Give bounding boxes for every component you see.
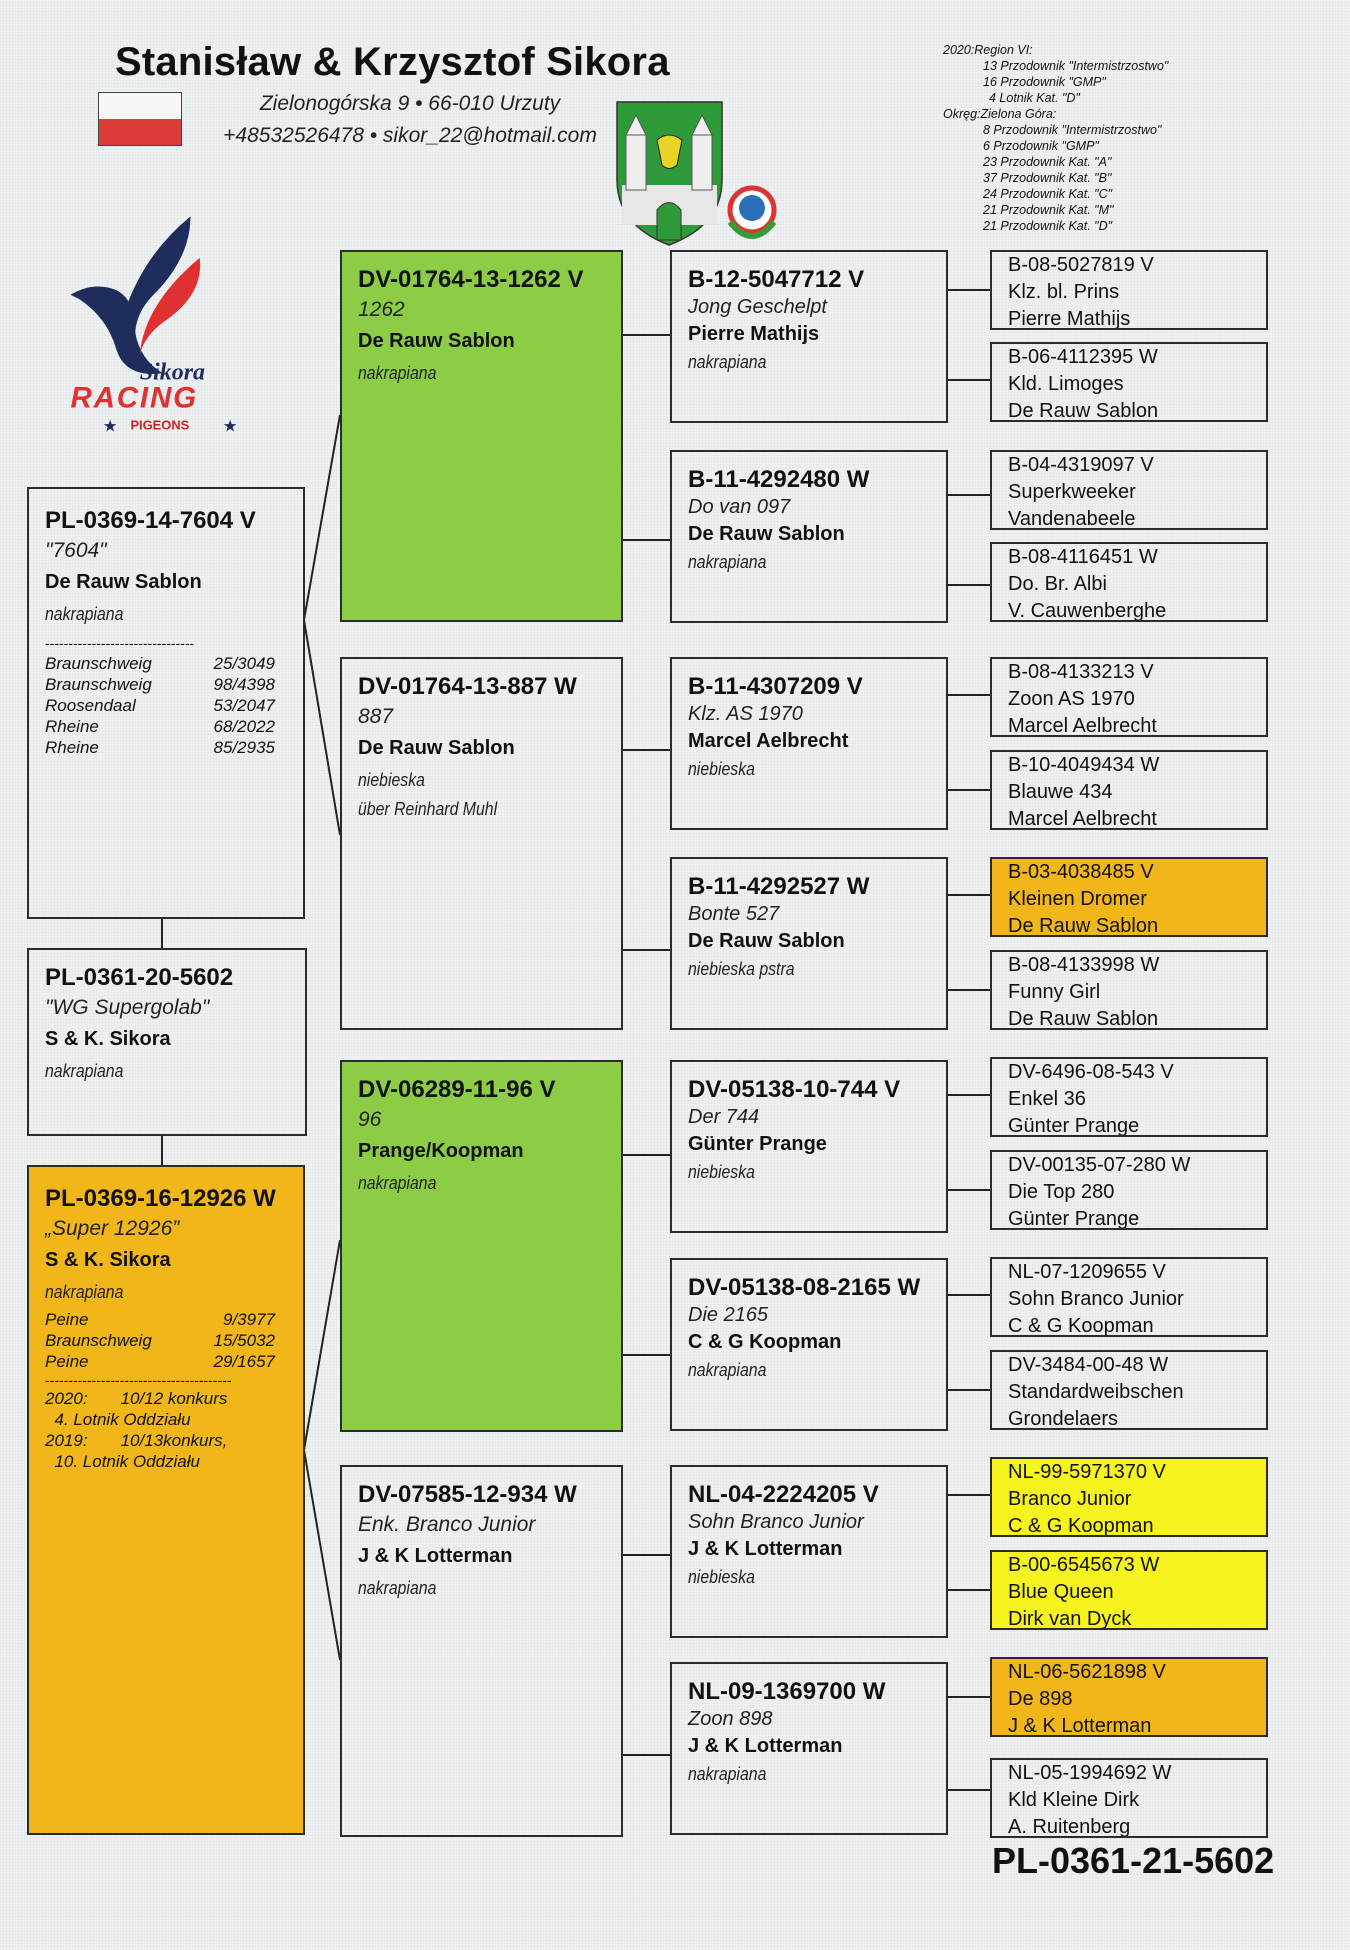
- race-result: 25/3049: [213, 654, 275, 673]
- pigeon-name: Enkel 36: [1008, 1088, 1086, 1110]
- achievement-line: 8 Przodownik "Intermistrzostwo": [983, 123, 1162, 137]
- breeder: De Rauw Sablon: [358, 330, 515, 352]
- ring-number: DV-07585-12-934 W: [358, 1481, 577, 1508]
- pigeon-name: 96: [358, 1108, 382, 1131]
- ring-number: DV-6496-08-543 V: [1008, 1061, 1174, 1083]
- pigeon-name: Zoon 898: [688, 1708, 773, 1730]
- pigeon-color: nakrapiana: [358, 1578, 437, 1598]
- ring-number: DV-01764-13-887 W: [358, 673, 577, 700]
- pigeon-color: niebieska pstra: [688, 959, 795, 979]
- footer-ring-number: PL-0361-21-5602: [992, 1840, 1275, 1881]
- great-great-grandparent-card[interactable]: [990, 1550, 1268, 1630]
- pigeon-color: nakrapiana: [358, 363, 437, 383]
- breeder: C & G Koopman: [1008, 1315, 1154, 1337]
- contact-info: +48532526478 • sikor_22@hotmail.com: [223, 124, 597, 147]
- pigeon-name: Jong Geschelpt: [688, 296, 827, 318]
- pigeon-name: 1262: [358, 298, 405, 321]
- race-place: Braunschweig: [45, 1331, 152, 1350]
- breeder: J & K Lotterman: [1008, 1715, 1152, 1737]
- race-result-row: [45, 737, 303, 758]
- achievement-line: 16 Przodownik "GMP": [983, 75, 1106, 89]
- logo-sikora-text: Sikora: [139, 359, 206, 386]
- breeder: S & K. Sikora: [45, 1028, 171, 1050]
- breeder: De Rauw Sablon: [1008, 1008, 1159, 1030]
- breeder: V. Cauwenberghe: [1008, 600, 1167, 622]
- breeder: Günter Prange: [1008, 1115, 1140, 1137]
- great-great-grandparent-card[interactable]: [990, 1457, 1268, 1537]
- ring-number: B-03-4038485 V: [1008, 861, 1154, 883]
- pigeon-name: 887: [358, 705, 394, 728]
- race-result: 9/3977: [223, 1310, 275, 1329]
- great-great-grandparent-card[interactable]: [990, 250, 1268, 330]
- ring-number: B-04-4319097 V: [1008, 454, 1154, 476]
- race-place: Peine: [45, 1352, 89, 1371]
- pigeon-color: nakrapiana: [45, 1061, 124, 1081]
- ring-number: B-11-4307209 V: [688, 673, 863, 700]
- race-result-row: [45, 674, 303, 695]
- grandparent-card[interactable]: [340, 1060, 623, 1432]
- achievement-line: 24 Przodownik Kat. "C": [983, 187, 1113, 201]
- great-great-grandparent-card[interactable]: [990, 542, 1268, 622]
- breeder: Vandenabeele: [1008, 508, 1136, 530]
- pigeon-name: Branco Junior: [1008, 1488, 1132, 1510]
- ring-number: PL-0369-14-7604 V: [45, 507, 256, 534]
- breeder: Prange/Koopman: [358, 1140, 524, 1162]
- great-grandparent-card[interactable]: [670, 1662, 948, 1835]
- achievement-line: 13 Przodownik "Intermistrzostwo": [983, 59, 1169, 73]
- pigeon-name: Enk. Branco Junior: [358, 1513, 536, 1536]
- svg-text:★: ★: [102, 416, 118, 436]
- pigeon-name: "7604": [45, 539, 107, 562]
- page-title: Stanisław & Krzysztof Sikora: [115, 40, 670, 84]
- grandparent-card[interactable]: [340, 250, 623, 622]
- pigeon-color: nakrapiana: [45, 1282, 124, 1302]
- coat-of-arms-icon: [612, 100, 782, 250]
- achievement-line: Okręg:Zielona Góra:: [943, 107, 1057, 121]
- pigeon-name: Kld Kleine Dirk: [1008, 1789, 1140, 1811]
- breeder: J & K Lotterman: [358, 1545, 513, 1567]
- achievement-line: 4. Lotnik Oddziału: [45, 1410, 191, 1429]
- achievements-list: [943, 42, 1168, 234]
- race-results: [45, 653, 303, 758]
- ring-number: DV-06289-11-96 V: [358, 1076, 556, 1103]
- ring-number: NL-07-1209655 V: [1008, 1261, 1166, 1283]
- sikora-racing-logo: [52, 200, 292, 445]
- ring-number: DV-01764-13-1262 V: [358, 266, 584, 293]
- pigeon-name: Do. Br. Albi: [1008, 573, 1107, 595]
- race-place: Roosendaal: [45, 696, 136, 715]
- pigeon-name: Zoon AS 1970: [1008, 688, 1135, 710]
- sire-card[interactable]: [27, 487, 305, 919]
- pigeon-name: Blue Queen: [1008, 1581, 1114, 1603]
- breeder: C & G Koopman: [1008, 1515, 1154, 1537]
- race-result-row: [45, 1309, 303, 1330]
- ring-number: PL-0361-20-5602: [45, 964, 234, 991]
- breeder: A. Ruitenberg: [1008, 1816, 1131, 1838]
- great-grandparent-card[interactable]: [670, 1465, 948, 1638]
- pigeon-color: niebieska: [688, 759, 755, 779]
- ring-number: NL-99-5971370 V: [1008, 1461, 1166, 1483]
- pigeon-name: „Super 12926”: [45, 1217, 180, 1240]
- pigeon-name: Bonte 527: [688, 903, 780, 925]
- great-grandparent-card[interactable]: [670, 450, 948, 623]
- breeder: Marcel Aelbrecht: [1008, 715, 1157, 737]
- pigeon-name: Sohn Branco Junior: [1008, 1288, 1184, 1310]
- ring-number: B-08-5027819 V: [1008, 254, 1154, 276]
- achievement-line: 10. Lotnik Oddziału: [45, 1452, 200, 1471]
- pigeon-name: Klz. AS 1970: [688, 703, 803, 725]
- great-great-grandparent-card[interactable]: [990, 950, 1268, 1030]
- great-great-grandparent-card[interactable]: [990, 857, 1268, 937]
- dam-card[interactable]: [27, 1165, 305, 1835]
- race-result: 29/1657: [213, 1352, 275, 1371]
- pigeon-color: nakrapiana: [45, 604, 124, 624]
- pigeon-name: Klz. bl. Prins: [1008, 281, 1120, 303]
- pigeon-color: niebieska: [358, 770, 425, 790]
- ring-number: DV-05138-08-2165 W: [688, 1274, 921, 1301]
- breeder: Pierre Mathijs: [688, 323, 820, 345]
- grandparent-card[interactable]: [340, 1465, 623, 1837]
- pigeon-color: nakrapiana: [688, 1764, 767, 1784]
- race-place: Peine: [45, 1310, 89, 1329]
- breeder: De Rauw Sablon: [1008, 915, 1159, 937]
- poland-flag-icon: [98, 92, 182, 146]
- ring-number: NL-04-2224205 V: [688, 1481, 879, 1508]
- pigeon-color: nakrapiana: [688, 1360, 767, 1380]
- race-result: 68/2022: [213, 717, 275, 736]
- great-great-grandparent-card[interactable]: [990, 1350, 1268, 1430]
- pigeon-name: Der 744: [688, 1106, 760, 1128]
- race-result-row: [45, 1351, 303, 1372]
- breeder: Marcel Aelbrecht: [1008, 808, 1157, 830]
- breeder: J & K Lotterman: [688, 1735, 843, 1757]
- ring-number: B-06-4112395 W: [1008, 346, 1158, 368]
- great-grandparent-card[interactable]: [670, 250, 948, 423]
- logo-racing-text: RACING: [70, 381, 198, 415]
- race-result-row: [45, 716, 303, 737]
- breeder: De Rauw Sablon: [358, 737, 515, 759]
- breeder: S & K. Sikora: [45, 1249, 171, 1271]
- breeder: Günter Prange: [688, 1133, 827, 1155]
- pigeon-color: nakrapiana: [688, 352, 767, 372]
- breeder: Marcel Aelbrecht: [688, 730, 849, 752]
- breeder: C & G Koopman: [688, 1331, 842, 1353]
- svg-text:★: ★: [222, 416, 238, 436]
- achievements: [45, 1388, 303, 1472]
- great-great-grandparent-card[interactable]: [990, 1758, 1268, 1838]
- great-great-grandparent-card[interactable]: [990, 450, 1268, 530]
- race-result-row: [45, 1330, 303, 1351]
- pigeon-color: nakrapiana: [358, 1173, 437, 1193]
- ring-number: DV-00135-07-280 W: [1008, 1154, 1191, 1176]
- logo-pigeons-text: PIGEONS: [130, 417, 190, 433]
- pigeon-name: "WG Supergolab": [45, 996, 210, 1019]
- ring-number: DV-05138-10-744 V: [688, 1076, 901, 1103]
- great-great-grandparent-card[interactable]: [990, 1150, 1268, 1230]
- ring-number: NL-09-1369700 W: [688, 1678, 886, 1705]
- breeder: De Rauw Sablon: [1008, 400, 1159, 422]
- pigeon-color: niebieska: [688, 1567, 755, 1587]
- achievement-line: 2020: 10/12 konkurs: [45, 1389, 228, 1408]
- ring-number: B-12-5047712 V: [688, 266, 865, 293]
- achievement-line: 6 Przodownik "GMP": [983, 139, 1099, 153]
- race-place: Rheine: [45, 717, 99, 736]
- great-grandparent-card[interactable]: [670, 1258, 948, 1431]
- great-great-grandparent-card[interactable]: [990, 1657, 1268, 1737]
- great-grandparent-card[interactable]: [670, 857, 948, 1030]
- separator: ----------------------------------------: [45, 1372, 232, 1388]
- breeder: De Rauw Sablon: [45, 571, 202, 593]
- ring-number: B-11-4292527 W: [688, 873, 870, 900]
- achievement-line: 2020:Region VI:: [943, 43, 1033, 57]
- grandparent-card[interactable]: [340, 657, 623, 1030]
- ring-number: B-10-4049434 W: [1008, 754, 1160, 776]
- race-result-row: [45, 653, 303, 674]
- great-great-grandparent-card[interactable]: [990, 1257, 1268, 1337]
- pigeon-name: Sohn Branco Junior: [688, 1511, 864, 1533]
- great-great-grandparent-card[interactable]: [990, 657, 1268, 737]
- breeder: De Rauw Sablon: [688, 523, 845, 545]
- great-great-grandparent-card[interactable]: [990, 342, 1268, 422]
- pigeon-note: über Reinhard Muhl: [358, 799, 498, 819]
- achievement-line: 37 Przodownik Kat. "B": [983, 171, 1112, 185]
- separator: --------------------------------: [45, 635, 195, 651]
- race-place: Braunschweig: [45, 654, 152, 673]
- pigeon-name: Standardweibschen: [1008, 1381, 1184, 1403]
- achievement-line: 21 Przodownik Kat. "M": [983, 203, 1114, 217]
- great-grandparent-card[interactable]: [670, 1060, 948, 1233]
- address: Zielonogórska 9 • 66-010 Urzuty: [259, 92, 561, 115]
- breeder: Pierre Mathijs: [1008, 308, 1131, 330]
- breeder: Dirk van Dyck: [1008, 1608, 1132, 1630]
- race-result-row: [45, 695, 303, 716]
- race-result: 15/5032: [213, 1331, 275, 1350]
- ring-number: B-08-4116451 W: [1008, 546, 1158, 568]
- pigeon-name: Superkweeker: [1008, 481, 1136, 503]
- achievement-line: 23 Przodownik Kat. "A": [983, 155, 1112, 169]
- pigeon-name: Do van 097: [688, 496, 791, 518]
- race-place: Braunschweig: [45, 675, 152, 694]
- ring-number: NL-06-5621898 V: [1008, 1661, 1166, 1683]
- pigeon-color: niebieska: [688, 1162, 755, 1182]
- pigeon-name: Kleinen Dromer: [1008, 888, 1147, 910]
- ring-number: NL-05-1994692 W: [1008, 1762, 1172, 1784]
- ring-number: B-00-6545673 W: [1008, 1554, 1160, 1576]
- ring-number: B-08-4133213 V: [1008, 661, 1154, 683]
- ring-number: B-08-4133998 W: [1008, 954, 1160, 976]
- ring-number: PL-0369-16-12926 W: [45, 1185, 276, 1212]
- pigeon-color: nakrapiana: [688, 552, 767, 572]
- pigeon-name: Die 2165: [688, 1304, 769, 1326]
- race-result: 53/2047: [213, 696, 275, 715]
- pigeon-name: Blauwe 434: [1008, 781, 1113, 803]
- great-grandparent-card[interactable]: [670, 657, 948, 830]
- race-result: 85/2935: [213, 738, 275, 757]
- achievement-line: 2019: 10/13konkurs,: [45, 1431, 228, 1450]
- race-result: 98/4398: [213, 675, 275, 694]
- breeder: J & K Lotterman: [688, 1538, 843, 1560]
- achievement-line: 4 Lotnik Kat. "D": [989, 91, 1080, 105]
- pigeon-name: Kld. Limoges: [1008, 373, 1124, 395]
- pigeon-name: Funny Girl: [1008, 981, 1101, 1003]
- pigeon-name: De 898: [1008, 1688, 1073, 1710]
- race-results: [45, 1309, 303, 1372]
- ring-number: DV-3484-00-48 W: [1008, 1354, 1169, 1376]
- race-place: Rheine: [45, 738, 99, 757]
- ring-number: B-11-4292480 W: [688, 466, 870, 493]
- achievement-line: 21 Przodownik Kat. "D": [983, 219, 1113, 233]
- great-great-grandparent-card[interactable]: [990, 750, 1268, 830]
- subject-pigeon-card[interactable]: [27, 948, 307, 1136]
- breeder: De Rauw Sablon: [688, 930, 845, 952]
- breeder: Günter Prange: [1008, 1208, 1140, 1230]
- breeder: Grondelaers: [1008, 1408, 1119, 1430]
- pigeon-name: Die Top 280: [1008, 1181, 1115, 1203]
- great-great-grandparent-card[interactable]: [990, 1057, 1268, 1137]
